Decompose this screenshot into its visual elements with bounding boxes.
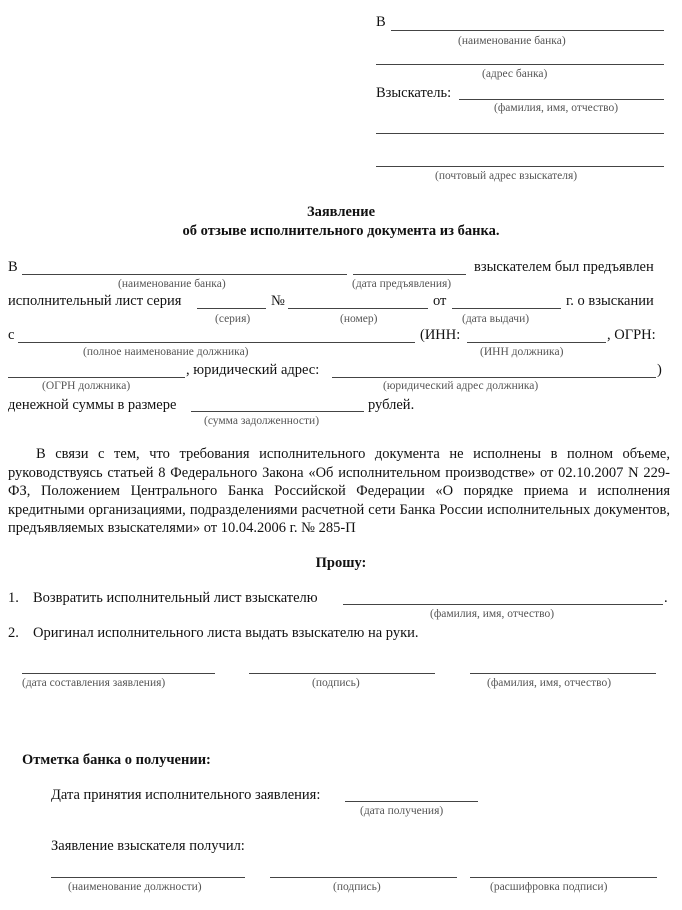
bank-name-line[interactable] bbox=[391, 30, 664, 31]
row2-text-a: исполнительный лист серия bbox=[8, 293, 182, 309]
bank-address-caption: (адрес банка) bbox=[482, 68, 548, 80]
claimant-address-line[interactable] bbox=[376, 166, 664, 167]
decode-line[interactable] bbox=[470, 877, 657, 878]
full-name-line[interactable] bbox=[470, 673, 656, 674]
claimant-name-line[interactable] bbox=[459, 99, 664, 100]
row2-series-caption: (серия) bbox=[215, 313, 251, 325]
row2-date-line[interactable] bbox=[452, 308, 561, 309]
row4-address-line[interactable] bbox=[332, 377, 656, 378]
row2-number-caption: (номер) bbox=[340, 313, 378, 325]
row2-number-sign: № bbox=[271, 293, 285, 309]
bank-name-caption: (наименование банка) bbox=[458, 35, 566, 47]
receipt-date-line[interactable] bbox=[345, 801, 478, 802]
item1-number: 1. bbox=[8, 590, 19, 606]
row4-ogrn-line[interactable] bbox=[8, 377, 185, 378]
row2-series-line[interactable] bbox=[197, 308, 266, 309]
bank-signature-line[interactable] bbox=[270, 877, 457, 878]
date-caption: (дата составления заявления) bbox=[22, 677, 166, 689]
claimant-name-caption: (фамилия, имя, отчество) bbox=[494, 102, 619, 114]
decode-caption: (расшифровка подписи) bbox=[490, 881, 608, 893]
position-line[interactable] bbox=[51, 877, 245, 878]
bank-address-line[interactable] bbox=[376, 64, 664, 65]
row1-prefix: В bbox=[8, 259, 18, 275]
bank-signature-caption: (подпись) bbox=[333, 881, 381, 893]
row3-debtor-line[interactable] bbox=[18, 342, 415, 343]
row4-ogrn-caption: (ОГРН должника) bbox=[42, 380, 131, 392]
claimant-address-caption: (почтовый адрес взыскателя) bbox=[435, 170, 578, 182]
row2-text-end: г. о взыскании bbox=[566, 293, 654, 309]
row3-inn-caption: (ИНН должника) bbox=[480, 346, 564, 358]
row5-text-a: денежной суммы в размере bbox=[8, 397, 177, 413]
item1-name-caption: (фамилия, имя, отчество) bbox=[430, 608, 555, 620]
row5-text-b: рублей. bbox=[368, 397, 415, 413]
statement-paragraph: В связи с тем, что требования исполнительного документа не исполнены в полном объеме, руководствуясь статьей 8 Федерального Закона «Об исполнительном производстве» от 02.10.2007 N 229-ФЗ, Положением Центрального Банка Российской Федерации «О порядке приема и исполнения кредитными организациями, подразделениями расчетной сети Банка России исполнительных документов, предъявляемых взыскателями» от 10.04.2006 г. № 285-П bbox=[8, 446, 670, 536]
claimant-label: Взыскатель: bbox=[376, 85, 452, 101]
full-name-caption: (фамилия, имя, отчество) bbox=[487, 677, 612, 689]
row3-debtor-caption: (полное наименование должника) bbox=[83, 346, 249, 358]
row1-date-caption: (дата предъявления) bbox=[352, 278, 452, 290]
row1-text: взыскателем был предъявлен bbox=[474, 259, 654, 275]
receipt-date-caption: (дата получения) bbox=[360, 805, 444, 817]
item1-end: . bbox=[664, 590, 668, 606]
row1-bank-caption: (наименование банка) bbox=[118, 278, 226, 290]
row2-number-line[interactable] bbox=[288, 308, 428, 309]
item2-text: Оригинал исполнительного листа выдать взыскателю на руки. bbox=[33, 625, 419, 641]
item1-text: Возвратить исполнительный лист взыскателю bbox=[33, 590, 318, 606]
signature-line[interactable] bbox=[249, 673, 435, 674]
row3-inn-line[interactable] bbox=[467, 342, 606, 343]
row5-sum-caption: (сумма задолженности) bbox=[204, 415, 320, 427]
to-bank-prefix: В bbox=[376, 14, 386, 30]
item2-number: 2. bbox=[8, 625, 19, 641]
bank-mark-heading: Отметка банка о получении: bbox=[22, 752, 211, 768]
row5-sum-line[interactable] bbox=[191, 411, 364, 412]
row2-from: от bbox=[433, 293, 447, 309]
row3-ogrn-label: , ОГРН: bbox=[607, 327, 656, 343]
row1-bank-line[interactable] bbox=[22, 274, 347, 275]
row4-close: ) bbox=[657, 362, 662, 378]
row3-inn-label: (ИНН: bbox=[420, 327, 461, 343]
row3-prefix: с bbox=[8, 327, 15, 343]
row4-text: , юридический адрес: bbox=[186, 362, 320, 378]
document-subtitle: об отзыве исполнительного документа из банка. bbox=[182, 223, 500, 239]
item1-name-line[interactable] bbox=[343, 604, 663, 605]
document-title: Заявление bbox=[306, 204, 376, 220]
date-line[interactable] bbox=[22, 673, 215, 674]
request-heading: Прошу: bbox=[315, 555, 367, 571]
receipt-date-label: Дата принятия исполнительного заявления: bbox=[51, 787, 321, 803]
row1-date-line[interactable] bbox=[353, 274, 466, 275]
row2-date-caption: (дата выдачи) bbox=[462, 313, 530, 325]
row4-address-caption: (юридический адрес должника) bbox=[383, 380, 539, 392]
signature-caption: (подпись) bbox=[312, 677, 360, 689]
position-caption: (наименование должности) bbox=[68, 881, 202, 893]
claimant-extra-line[interactable] bbox=[376, 133, 664, 134]
received-by-label: Заявление взыскателя получил: bbox=[51, 838, 245, 854]
